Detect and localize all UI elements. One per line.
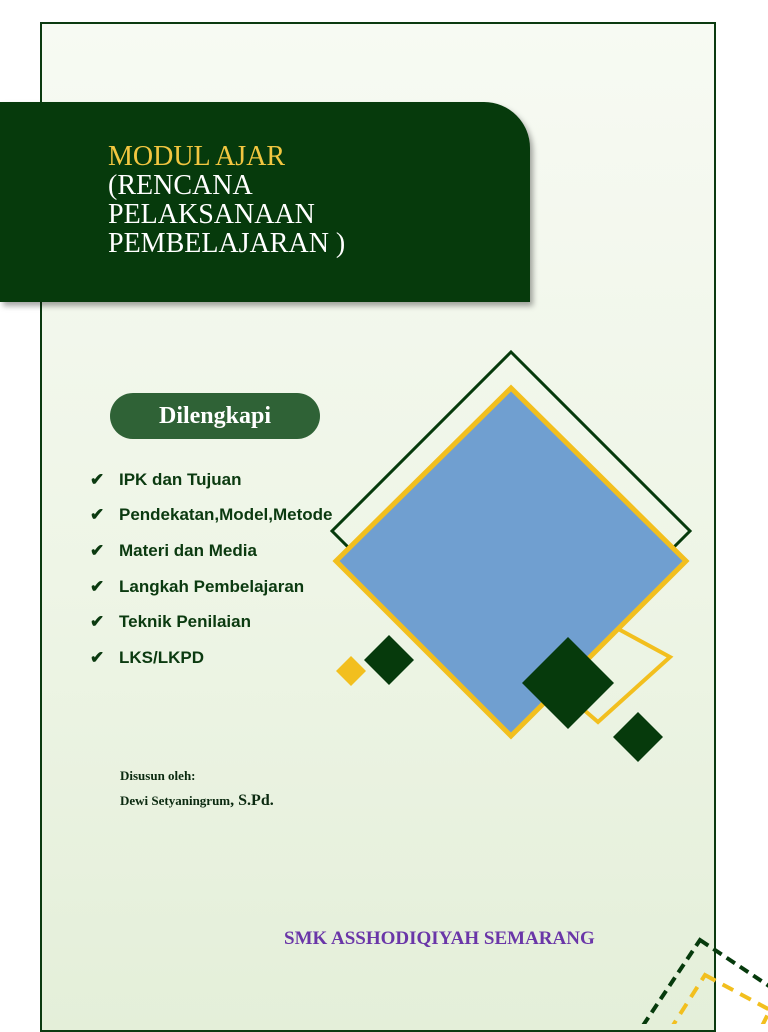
feature-label: Teknik Penilaian	[119, 612, 251, 632]
author-name: Dewi Setyaningrum	[120, 793, 231, 808]
feature-list	[90, 462, 332, 676]
checkmark-icon: ✔	[90, 540, 105, 560]
checkmark-icon: ✔	[90, 647, 105, 667]
title-line-2: (RENCANA	[108, 170, 253, 201]
author-block	[120, 768, 274, 810]
author-title-suffix: , S.Pd.	[230, 792, 274, 809]
feature-item	[90, 498, 332, 534]
school-name: SMK ASSHODIQIYAH SEMARANG	[284, 928, 595, 949]
checkmark-icon: ✔	[90, 469, 105, 489]
feature-item	[90, 569, 332, 605]
title-line-4: PEMBELAJARAN )	[108, 228, 346, 259]
feature-item	[90, 640, 332, 676]
document-title	[108, 142, 508, 258]
title-line-3: PELAKSANAAN	[108, 199, 315, 230]
feature-label: IPK dan Tujuan	[119, 469, 242, 489]
feature-label: Materi dan Media	[119, 540, 257, 560]
feature-item	[90, 533, 332, 569]
feature-item	[90, 462, 332, 498]
author-label: Disusun oleh:	[120, 768, 196, 783]
checkmark-icon: ✔	[90, 612, 105, 632]
checkmark-icon: ✔	[90, 505, 105, 525]
feature-item	[90, 604, 332, 640]
feature-label: LKS/LKPD	[119, 647, 204, 667]
dilengkapi-badge: Dilengkapi	[110, 393, 320, 439]
checkmark-icon: ✔	[90, 576, 105, 596]
author-name-line	[120, 792, 274, 810]
title-line-1: MODUL AJAR	[108, 141, 286, 172]
feature-label: Pendekatan,Model,Metode	[119, 505, 333, 525]
feature-label: Langkah Pembelajaran	[119, 576, 305, 596]
